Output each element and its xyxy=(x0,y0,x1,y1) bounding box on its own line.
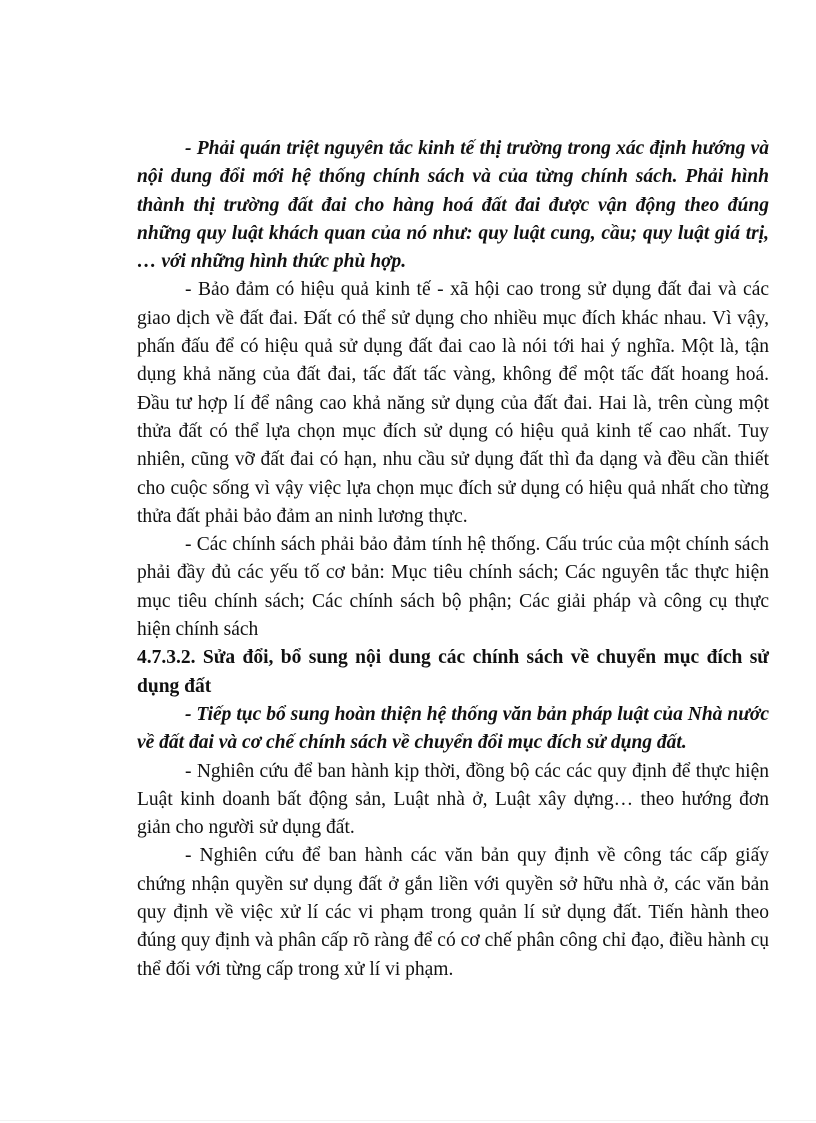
paragraph-market-principle: - Phải quán triệt nguyên tắc kinh tế thị trường trong xác định hướng và nội dung đổi mới hệ thống chính sách và của từng chính sách. Phải hình thành thị trường đất đai cho hàng hoá đất đai được vận động theo đúng những quy luật khách quan của nó như: quy luật cung, cầu; quy luật giá trị, … với những hình thức phù hợp. xyxy=(137,138,769,273)
section-heading: 4.7.3.2. Sửa đổi, bổ sung nội dung các chính sách về chuyển mục đích sử dụng đất xyxy=(137,647,769,697)
paragraph-research-regulations: - Nghiên cứu để ban hành kịp thời, đồng bộ các các quy định để thực hiện Luật kinh doanh bất động sản, Luật nhà ở, Luật xây dựng… theo hướng đơn giản cho người sử dụng đất. xyxy=(137,760,769,839)
document-body xyxy=(137,135,769,984)
paragraph-legal-framework: - Tiếp tục bổ sung hoàn thiện hệ thống văn bản pháp luật của Nhà nước về đất đai và cơ chế chính sách về chuyển đổi mục đích sử dụng đất. xyxy=(137,703,769,754)
paragraph-economic-efficiency: - Bảo đảm có hiệu quả kinh tế - xã hội cao trong sử dụng đất đai và các giao dịch về đất đai. Đất có thể sử dụng cho nhiều mục đích khác nhau. Vì vậy, phấn đấu để có hiệu quả sử dụng đất đai cao là nói tới hai ý nghĩa. Một là, tận dụng khả năng của đất đai, tấc đất tấc vàng, không để một tấc đất hoang hoá. Đầu tư hợp lí để nâng cao khả năng sử dụng của đất đai. Hai là, trên cùng một thửa đất có thể lựa chọn mục đích sử dụng có hiệu quả kinh tế cao nhất. Tuy nhiên, cũng vỡ đất đai có hạn, nhu cầu sử dụng đất thì đa dạng và đều cần thiết cho cuộc sống vì vậy việc lựa chọn mục đích sử dụng có hiệu quả nhất cho từng thửa đất phải bảo đảm an ninh lương thực. xyxy=(137,279,769,527)
page-bottom-divider xyxy=(0,1120,816,1121)
paragraph-policy-system: - Các chính sách phải bảo đảm tính hệ thống. Cấu trúc của một chính sách phải đầy đủ các yếu tố cơ bản: Mục tiêu chính sách; Các nguyên tắc thực hiện mục tiêu chính sách; Các chính sách bộ phận; Các giải pháp và công cụ thực hiện chính sách xyxy=(137,534,769,641)
paragraph-certificate-regulations: - Nghiên cứu để ban hành các văn bản quy định về công tác cấp giấy chứng nhận quyền sư dụng đất ở gắn liền với quyền sở hữu nhà ở, các văn bản quy định về việc xử lí các vi phạm trong quản lí sử dụng đất. Tiến hành theo đúng quy định và phân cấp rõ ràng để có cơ chế phân công chỉ đạo, điều hành cụ thể đối với từng cấp trong xử lí vi phạm. xyxy=(137,845,769,980)
